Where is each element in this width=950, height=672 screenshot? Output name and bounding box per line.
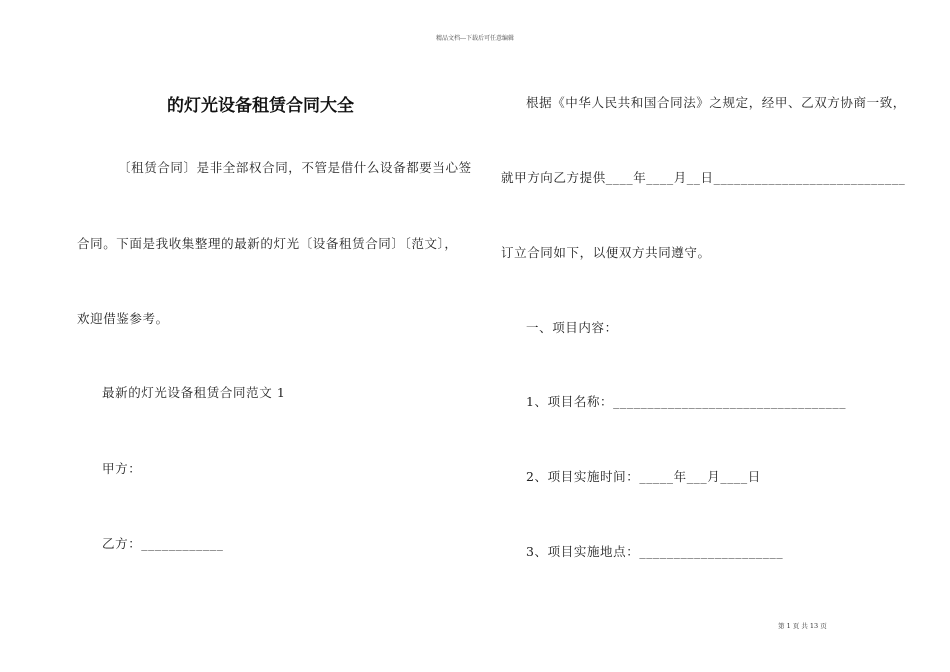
page-number: 第 1 页 共 13 页 [778,622,827,630]
party-a-label: 甲方： [102,461,142,476]
item-project-name: 1、项目名称：__________________________________ [526,394,847,409]
intro-paragraph-line-1: 〔租赁合同〕是非全部权合同，不管是借什么设备都要当心签 [118,160,472,175]
item-project-location: 3、项目实施地点：_____________________ [526,544,784,559]
sample-title: 最新的灯光设备租赁合同范文 1 [102,385,286,400]
item-heading: 一、项目内容： [526,320,618,335]
contract-line-3: 订立合同如下，以便双方共同遵守。 [501,245,711,260]
contract-line-1: 根据《中华人民共和国合同法》之规定，经甲、乙双方协商一致， [526,95,906,110]
header-note: 精品文档---下载后可任意编辑 [435,35,515,42]
intro-paragraph-line-3: 欢迎借鉴参考。 [77,311,169,326]
contract-line-2: 就甲方向乙方提供____年____月__日____________________________ [501,170,906,185]
intro-paragraph-line-2: 合同。下面是我收集整理的最新的灯光〔设备租赁合同〕〔范文〕， [77,236,458,251]
item-project-time: 2、项目实施时间：_____年___月____日 [526,469,761,484]
document-title: 的灯光设备租赁合同大全 [167,96,354,116]
party-b-label: 乙方：____________ [102,536,224,551]
